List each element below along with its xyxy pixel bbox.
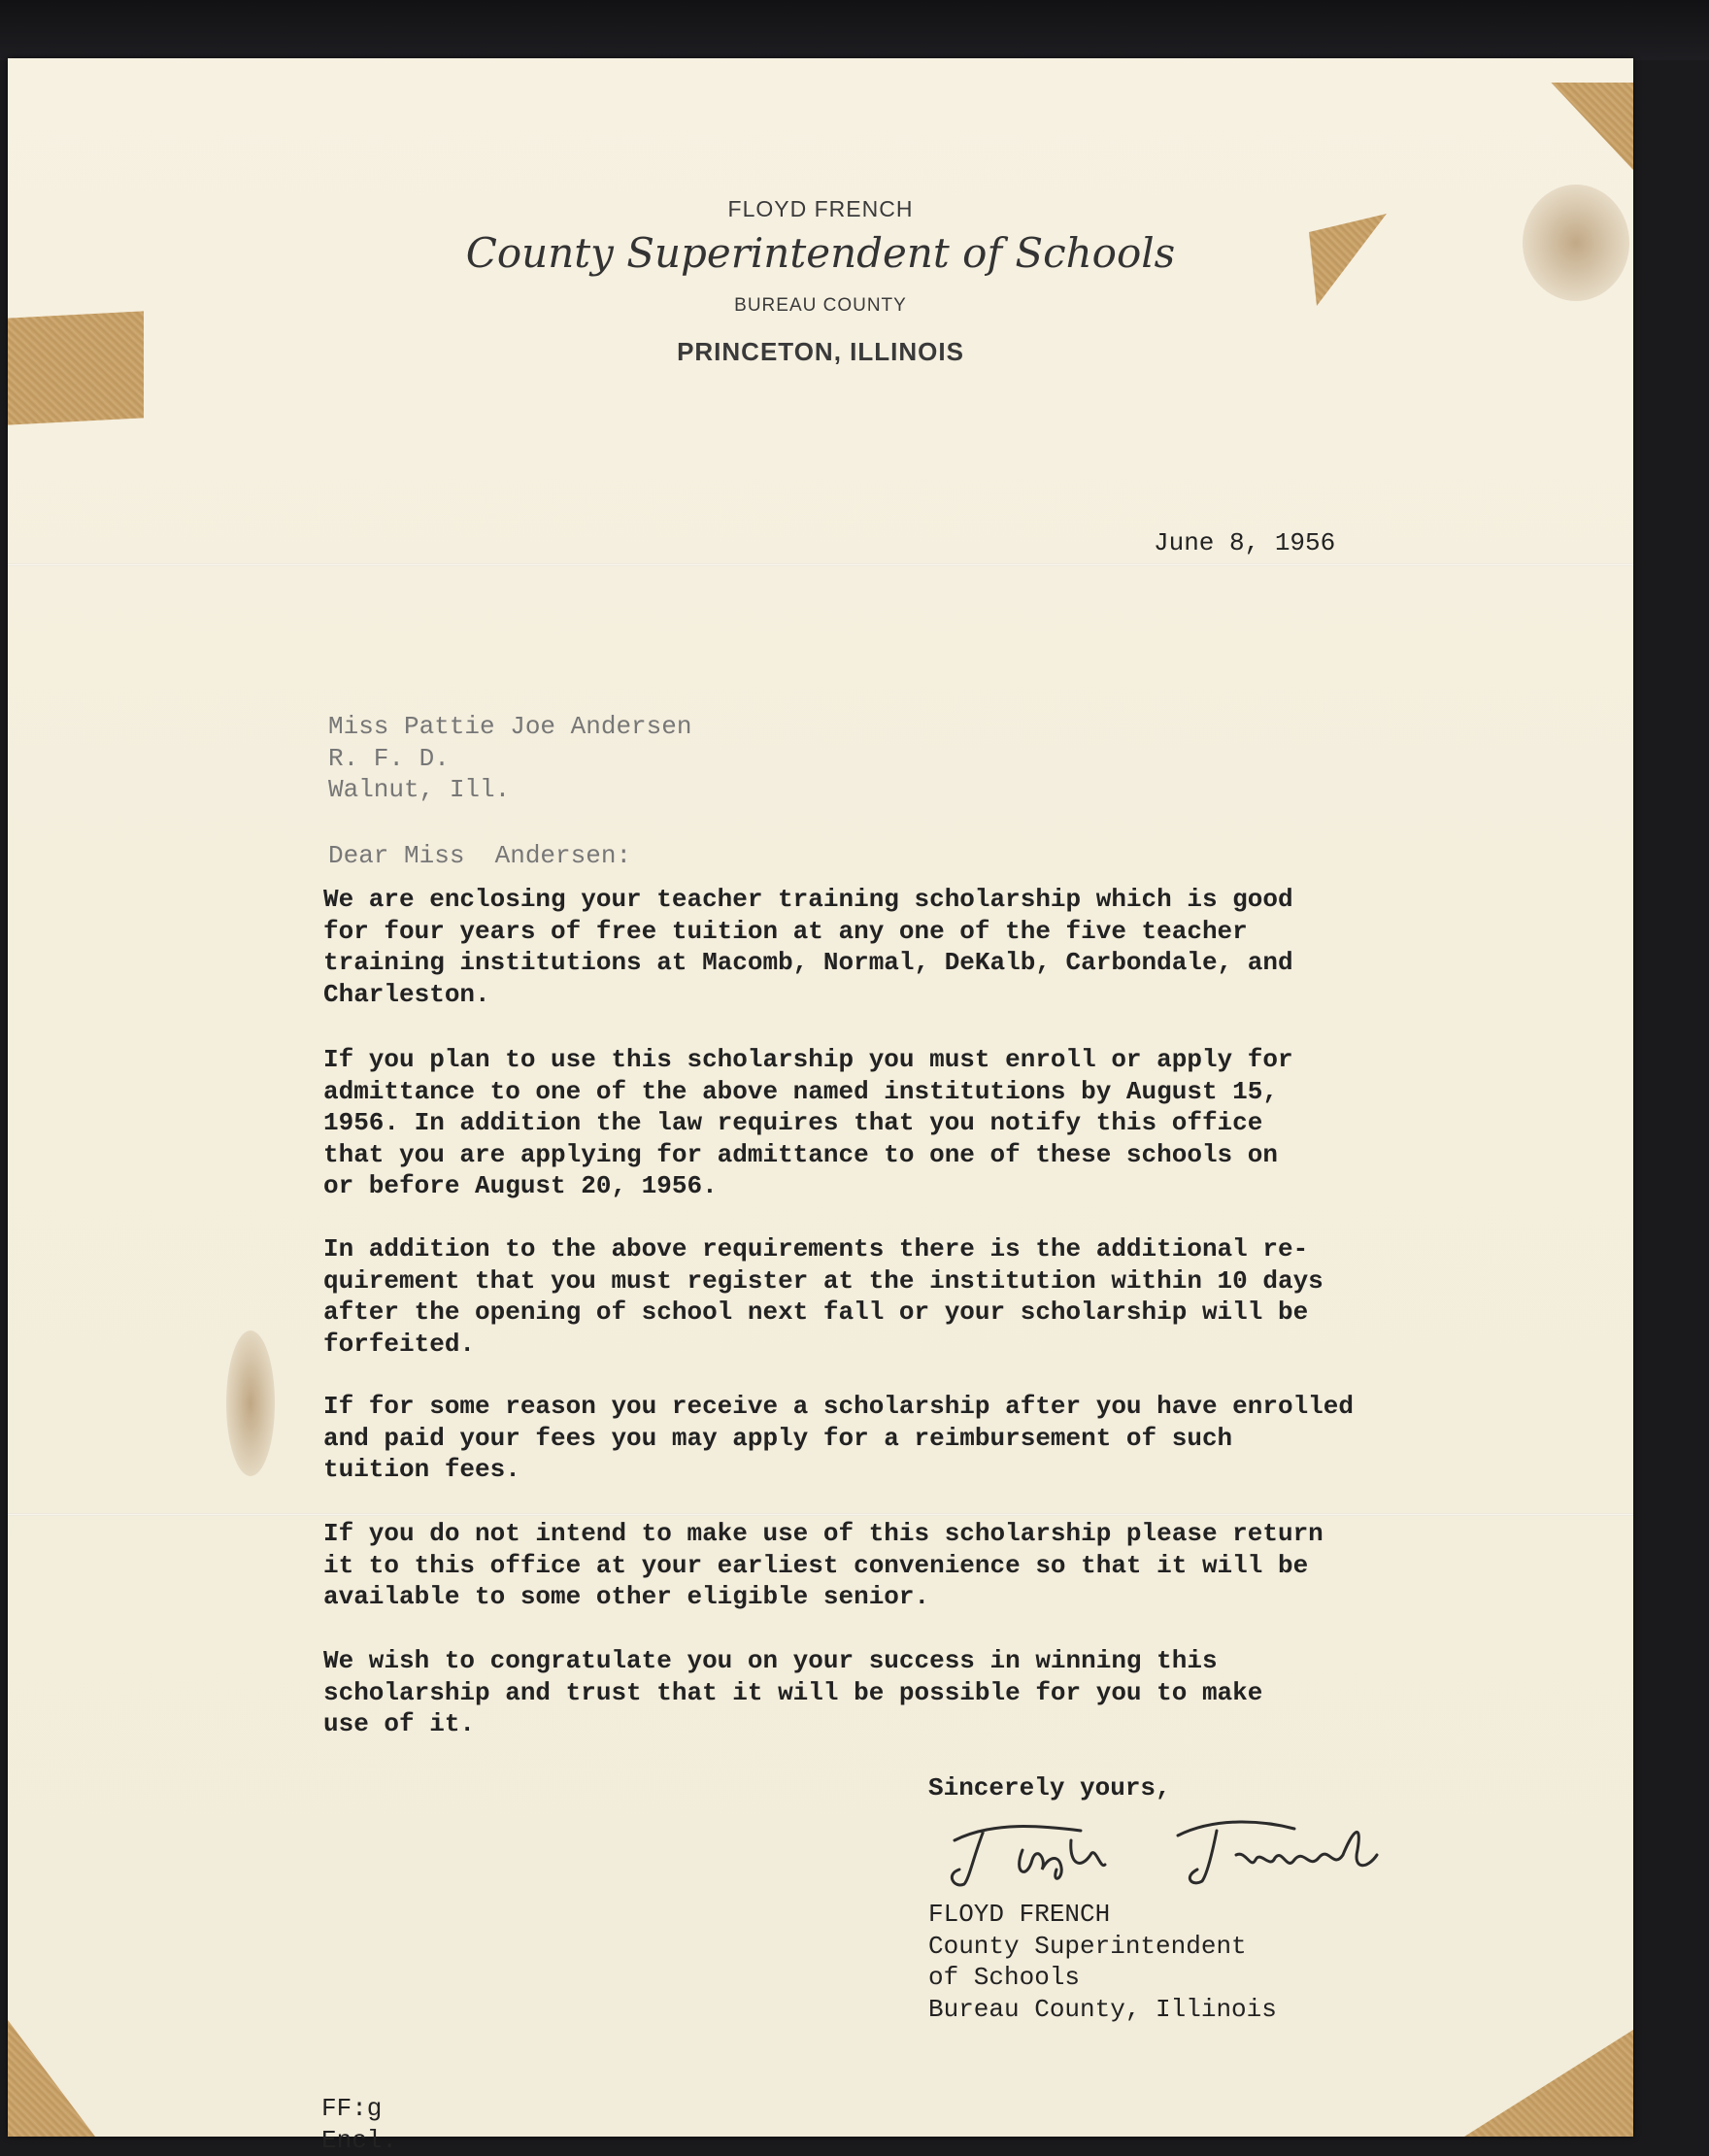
paragraph-line: training institutions at Macomb, Normal, DeKalb, Carbondale, and: [323, 947, 1293, 979]
paragraph-line: or before August 20, 1956.: [323, 1170, 1293, 1202]
paragraph-line: scholarship and trust that it will be possible for you to make: [323, 1677, 1262, 1709]
paragraph-line: quirement that you must register at the institution within 10 days: [323, 1265, 1324, 1297]
paragraph-line: for four years of free tuition at any one of the five teacher: [323, 916, 1293, 948]
signer-title: County Superintendent: [928, 1931, 1277, 1963]
paragraph-line: 1956. In addition the law requires that you notify this office: [323, 1107, 1293, 1139]
recipient-address: [328, 711, 691, 806]
paragraph-line: Charleston.: [323, 979, 1293, 1011]
salutation: Dear Miss Andersen:: [328, 840, 631, 872]
paragraph-6: [323, 1645, 1262, 1740]
scan-backdrop: [0, 0, 1709, 60]
paragraph-line: If you do not intend to make use of this scholarship please return: [323, 1518, 1324, 1550]
paragraph-5: [323, 1518, 1324, 1613]
paragraph-1: [323, 884, 1293, 1010]
fold-line-lower: [8, 1513, 1633, 1516]
paragraph-line: forfeited.: [323, 1329, 1324, 1361]
enclosure-note: Encl.: [321, 2125, 397, 2156]
paragraph-line: tuition fees.: [323, 1454, 1354, 1486]
recipient-town: Walnut, Ill.: [328, 774, 691, 806]
stain-left: [226, 1331, 275, 1476]
paragraph-line: that you are applying for admittance to one of these schools on: [323, 1139, 1293, 1171]
letterhead-city: PRINCETON, ILLINOIS: [8, 337, 1633, 367]
paragraph-3: [323, 1233, 1324, 1360]
paragraph-line: If you plan to use this scholarship you must enroll or apply for: [323, 1044, 1293, 1076]
letterhead-county: BUREAU COUNTY: [8, 295, 1633, 317]
tape-bottom-left: [8, 2020, 95, 2137]
letter-date: June 8, 1956: [1154, 527, 1335, 559]
tape-bottom-right: [1464, 2030, 1633, 2137]
signature-block: [928, 1899, 1277, 2025]
paragraph-2: [323, 1044, 1293, 1202]
handwritten-signature: [935, 1802, 1401, 1899]
paragraph-line: We wish to congratulate you on your success in winning this: [323, 1645, 1262, 1677]
paragraph-4: [323, 1391, 1354, 1486]
reference-initials: [321, 2093, 397, 2156]
closing: Sincerely yours,: [928, 1772, 1171, 1804]
fold-line-upper: [8, 563, 1633, 566]
recipient-route: R. F. D.: [328, 743, 691, 775]
paragraph-line: In addition to the above requirements there is the additional re-: [323, 1233, 1324, 1265]
paragraph-line: admittance to one of the above named institutions by August 15,: [323, 1076, 1293, 1108]
paragraph-line: available to some other eligible senior.: [323, 1581, 1324, 1613]
tape-left: [8, 311, 144, 424]
signer-location: Bureau County, Illinois: [928, 1994, 1277, 2026]
typist-initials: FF:g: [321, 2093, 397, 2125]
paragraph-line: after the opening of school next fall or your scholarship will be: [323, 1297, 1324, 1329]
tape-top-right: [1542, 83, 1633, 170]
letter-page: [8, 58, 1633, 2137]
paragraph-line: We are enclosing your teacher training scholarship which is good: [323, 884, 1293, 916]
signer-name: FLOYD FRENCH: [928, 1899, 1277, 1931]
paragraph-line: and paid your fees you may apply for a reimbursement of such: [323, 1423, 1354, 1455]
letterhead-name: FLOYD FRENCH: [8, 196, 1633, 222]
paragraph-line: use of it.: [323, 1708, 1262, 1740]
recipient-name: Miss Pattie Joe Andersen: [328, 711, 691, 743]
paragraph-line: If for some reason you receive a scholarship after you have enrolled: [323, 1391, 1354, 1423]
paragraph-line: it to this office at your earliest convenience so that it will be: [323, 1550, 1324, 1582]
signer-title-cont: of Schools: [928, 1962, 1277, 1994]
letterhead-title: County Superintendent of Schools: [8, 229, 1633, 277]
